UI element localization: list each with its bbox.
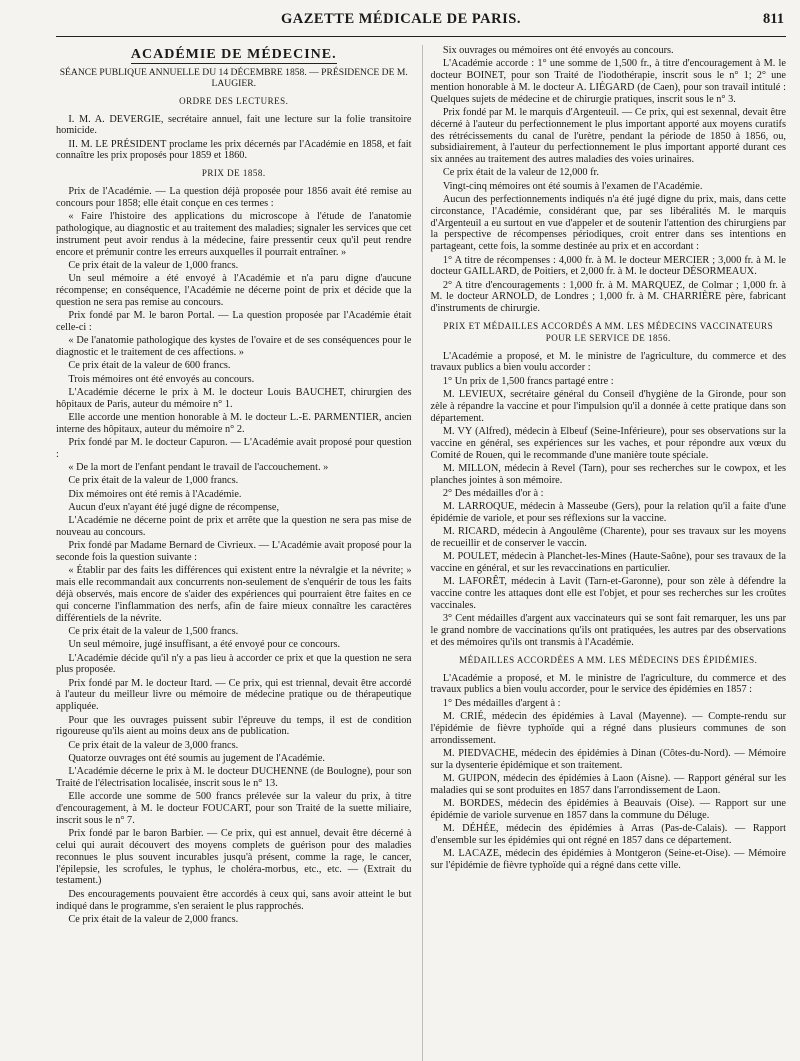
paragraph: Vingt-cinq mémoires ont été soumis à l'examen de l'Académie. [442,180,703,192]
paragraph: M. RICARD, médecin à Angoulême (Charente), pour ses travaux sur les moyens de recueillir et de conserver le vaccin. [430,526,786,550]
paragraph: I. M. A. DEVERGIE, secrétaire annuel, fait une lecture sur la folie transitoire homicide. [56,113,412,137]
page-header [56,6,786,37]
paragraph: M. LARROQUE, médecin à Masseube (Gers), pour la relation qu'il a faite d'une épidémie de variole, et pour ses réflexions sur la vaccine. [430,501,786,524]
paragraph: M. DÉHÉE, médecin des épidémies à Arras (Pas-de-Calais). — Rapport d'ensemble sur les épidémies qui ont régné en 1857 dans ce département. [430,823,786,846]
paragraph: M. LACAZE, médecin des épidémies à Montgeron (Seine-et-Oise). — Mémoire sur l'épidémie de fièvre typhoïde qui a régné dans cette ville. [430,848,786,871]
paragraph: Ce prix était de la valeur de 600 francs. [68,360,231,372]
paragraph: Trois mémoires ont été envoyés au concours. [68,373,255,385]
prize-year-heading: PRIX DE 1858. [201,168,266,179]
paragraph: Ce prix était de la valeur de 2,000 francs. [68,913,239,925]
paragraph: II. M. LE PRÉSIDENT proclame les prix décernés par l'Académie en 1858, et fait connaître les prix proposés pour 1859 et 1860. [56,138,412,162]
paragraph: M. POULET, médecin à Planchet-les-Mines (Haute-Saône), pour ses travaux de la vaccine en général, et sur les revaccinations en particulier. [430,551,786,575]
paragraph: 3° Cent médailles d'argent aux vaccinateurs qui se sont fait remarquer, les uns par le grand nombre de vaccinations qu'ils ont pratiquées, les autres par des observations et des mémoires qu'ils ont transmis à l'Académie. [430,613,786,648]
paragraph: Ce prix était de la valeur de 3,000 francs. [68,739,239,751]
paragraph: Pour que les ouvrages puissent subir l'épreuve du temps, il est de condition rigoureuse qu'ils aient au moins deux ans de publication. [56,714,412,738]
order-of-readings-heading: ORDRE DES LECTURES. [179,95,289,106]
paragraph: Ce prix était de la valeur de 1,500 francs. [68,625,239,637]
paragraph: L'Académie décerne le prix à M. le docteur Louis BAUCHET, chirurgien des hôpitaux de Paris, auteur du mémoire n° 1. [56,386,412,410]
paragraph: L'Académie ne décerne point de prix et arrête que la question ne sera pas mise de nouveau au concours. [56,515,412,539]
paragraph: « De la mort de l'enfant pendant le travail de l'accouchement. » [68,462,329,474]
paragraph: M. MILLON, médecin à Revel (Tarn), pour ses recherches sur le cowpox, et les planches jointes à son mémoire. [430,462,786,486]
paragraph: M. GUIPON, médecin des épidémies à Laon (Aisne). — Rapport général sur les maladies qui se sont produites en 1857 dans l'arrondissement de Laon. [430,772,786,796]
paragraph: Six ouvrages ou mémoires ont été envoyés au concours. [442,45,674,56]
paragraph: Prix fondé par M. le docteur Capuron. — L'Académie avait proposé pour question : [56,437,412,460]
paragraph: L'Académie a proposé, et M. le ministre de l'agriculture, du commerce et des travaux publics a bien voulu accorder, pour le service des épidémies en 1857 : [430,672,786,696]
session-info: SÉANCE PUBLIQUE ANNUELLE DU 14 DÉCEMBRE 1858. — PRÉSIDENCE DE M. LAUGIER. [59,66,408,90]
paragraph: 2° Des médailles d'or à : [442,487,544,499]
paragraph: Ce prix était de la valeur de 1,000 francs. [68,259,239,271]
paragraph: M. LEVIEUX, secrétaire général du Conseil d'hygiène de la Gironde, pour son zèle à répandre la vaccine et pour l'impulsion qu'il a donnée à cette pratique dans son département. [430,389,786,424]
paragraph: M. CRIÉ, médecin des épidémies à Laval (Mayenne). — Compte-rendu sur l'épidémie de fièvre typhoïde qui a régné dans plusieurs communes de son arrondissement. [430,710,786,746]
paragraph: L'Académie a proposé, et M. le ministre de l'agriculture, du commerce et des travaux publics a bien voulu accorder : [430,350,786,374]
paragraph: Prix fondé par Madame Bernard de Civrieux. — L'Académie avait proposé pour la seconde fois la question suivante : [56,540,412,564]
paragraph: Un seul mémoire a été envoyé à l'Académie et n'a paru digne d'aucune récompense; en conséquence, l'Académie ne décerne point de prix et décide que la question ne sera pas remise au concours. [56,273,412,308]
vaccinators-heading: PRIX ET MÉDAILLES ACCORDÉS A MM. LES MÉDECINS VACCINATEURS POUR LE SERVICE DE 1856. [443,321,774,343]
paragraph: 2° A titre d'encouragements : 1,000 fr. à M. MARQUEZ, de Colmar ; 1,000 fr. à M. le docteur ARNOLD, de Londres ; 1,000 fr. à M. CHARRIÈRE père, fabricant d'instruments de chirurgie. [430,279,786,315]
paragraph: L'Académie décerne le prix à M. le docteur DUCHENNE (de Boulogne), pour son Traité de l'électrisation localisée, inscrit sous le n° 13. [56,766,412,790]
paragraph: « Faire l'histoire des applications du microscope à l'étude de l'anatomie pathologique, au diagnostic et au traitement des maladies; signaler les services que cet instrument peut avoir rendus à la médecine, faire pressentir ceux qu'il peut rendre encore et prémunir contre les erreurs auxquelles il pourrait entraîner. » [56,211,412,258]
paragraph: Elle accorde une mention honorable à M. le docteur L.-E. PARMENTIER, ancien interne des hôpitaux, auteur du mémoire n° 2. [56,411,412,435]
paragraph: Prix de l'Académie. — La question déjà proposée pour 1856 avait été remise au concours pour 1858; elle était conçue en ces termes : [56,186,412,209]
paragraph: « Établir par des faits les différences qui existent entre la névralgie et la névrite; » mais elle recommandait aux concurrents non-seulement de s'enquérir de tous les faits déjà observés, mais encore de s'aider des expériences qui pourraient être faites en ce qui concerne l'inflammation des nerfs, afin de faire mieux connaître les caractères différentiels de la névrite. [56,565,412,624]
paragraph: Prix fondé par M. le marquis d'Argenteuil. — Ce prix, qui est sexennal, devait être décerné à l'auteur du perfectionnement le plus important apporté aux moyens curatifs des rétrécissements du canal de l'urètre, pendant la période de 1850 à 1856, ou, subsidiairement, à l'auteur du perfectionnement le plus important apporté durant ces six années au traitement des autres maladies des voies urinaires. [430,106,786,166]
paragraph: Prix fondé par le baron Barbier. — Ce prix, qui est annuel, devait être décerné à celui qui aurait découvert des moyens complets de guérison pour des maladies reconnues le plus souvent incurables jusqu'à présent, comme la rage, le cancer, l'épilepsie, les scrofules, le typhus, le choléra-morbus, etc., etc. — (Extrait du testament.) [56,828,412,887]
paragraph: M. BORDES, médecin des épidémies à Beauvais (Oise). — Rapport sur une épidémie de variole survenue en 1857 dans la commune du Déluge. [430,798,786,821]
paragraph: Ce prix était de la valeur de 1,000 francs. [68,475,239,487]
paragraph: Des encouragements pouvaient être accordés à ceux qui, sans avoir atteint le but indiqué dans le programme, s'en seraient le plus rapprochés. [56,888,412,912]
paragraph: Prix fondé par M. le docteur Itard. — Ce prix, qui est triennal, devait être accordé à l'auteur du meilleur livre ou mémoire de médecine pratique ou de thérapeutique appliquée. [56,677,412,713]
paragraph: Elle accorde une somme de 500 francs prélevée sur la valeur du prix, à titre d'encouragement, à M. le docteur FOUCART, pour son Traité de la suette miliaire, inscrit sous le n° 7. [56,791,412,826]
paragraph: Aucun d'eux n'ayant été jugé digne de récompense, [68,502,280,513]
paragraph: Quatorze ouvrages ont été soumis au jugement de l'Académie. [68,752,325,764]
left-column [56,45,412,1061]
journal-title: GAZETTE MÉDICALE DE PARIS. [281,11,521,27]
paragraph: Prix fondé par M. le baron Portal. — La question proposée par l'Académie était celle-ci : [56,310,412,333]
right-column [422,45,787,1061]
paragraph: Ce prix était de la valeur de 12,000 fr. [442,167,599,179]
section-heading: ACADÉMIE DE MÉDECINE. [130,47,337,62]
paragraph: « De l'anatomie pathologique des kystes de l'ovaire et de ses conséquences pour le diagnostic et le traitement de ces affections. » [56,335,412,358]
page-number: 811 [763,11,784,27]
paragraph: Un seul mémoire, jugé insuffisant, a été envoyé pour ce concours. [68,639,341,651]
paragraph: L'Académie accorde : 1° une somme de 1,500 fr., à titre d'encouragement à M. le docteur BOINET, pour son Traité de l'iodothérapie, inscrit sous le n° 1; 2° une mention honorable à M. le docteur A. LIÉGARD (de Caen), pour son travail intitulé : Quelques sujets de médecine et de chirurgie pratiques, inscrit sous le n° 3. [430,58,786,105]
paragraph: Dix mémoires ont été remis à l'Académie. [68,488,242,500]
paragraph: 1° Des médailles d'argent à : [442,697,561,709]
paragraph: Aucun des perfectionnements indiqués n'a été jugé digne du prix, mais, dans cette circonstance, l'Académie, considérant que, par ses libéralités M. le marquis d'Argenteuil a eu surtout en vue d'appeler et de soutenir l'attention des chirurgiens par la perspective de récompenses périodiques, croit entrer dans ses intentions en partageant, cette fois, la somme destinée au prix et en accordant : [430,194,786,253]
epidemics-heading: MÉDAILLES ACCORDÉES A MM. LES MÉDECINS DES ÉPIDÉMIES. [459,654,758,665]
paragraph: L'Académie décide qu'il n'y a pas lieu à accorder ce prix et que la question ne sera plus proposée. [56,652,412,676]
paragraph: M. VY (Alfred), médecin à Elbeuf (Seine-Inférieure), pour ses observations sur la vaccine en général, ses expériences sur les vaches, et pour répondre aux vœux du Comité de Rouen, qui le recommande d'une manière toute spéciale. [430,425,786,461]
paragraph: 1° A titre de récompenses : 4,000 fr. à M. le docteur MERCIER ; 3,000 fr. à M. le docteur GAILLARD, de Poitiers, et 2,000 fr. à M. le docteur DÉSORMEAUX. [430,254,786,278]
paragraph: M. PIEDVACHE, médecin des épidémies à Dinan (Côtes-du-Nord). — Mémoire sur la dysenterie épidémique et son traitement. [430,747,786,771]
paragraph: 1° Un prix de 1,500 francs partagé entre : [442,375,614,387]
paragraph: M. LAFORÊT, médecin à Lavit (Tarn-et-Garonne), pour son zèle à défendre la vaccine contre les attaques dont elle est l'objet, et pour ses recherches sur les croûtes vaccinales. [430,576,786,612]
